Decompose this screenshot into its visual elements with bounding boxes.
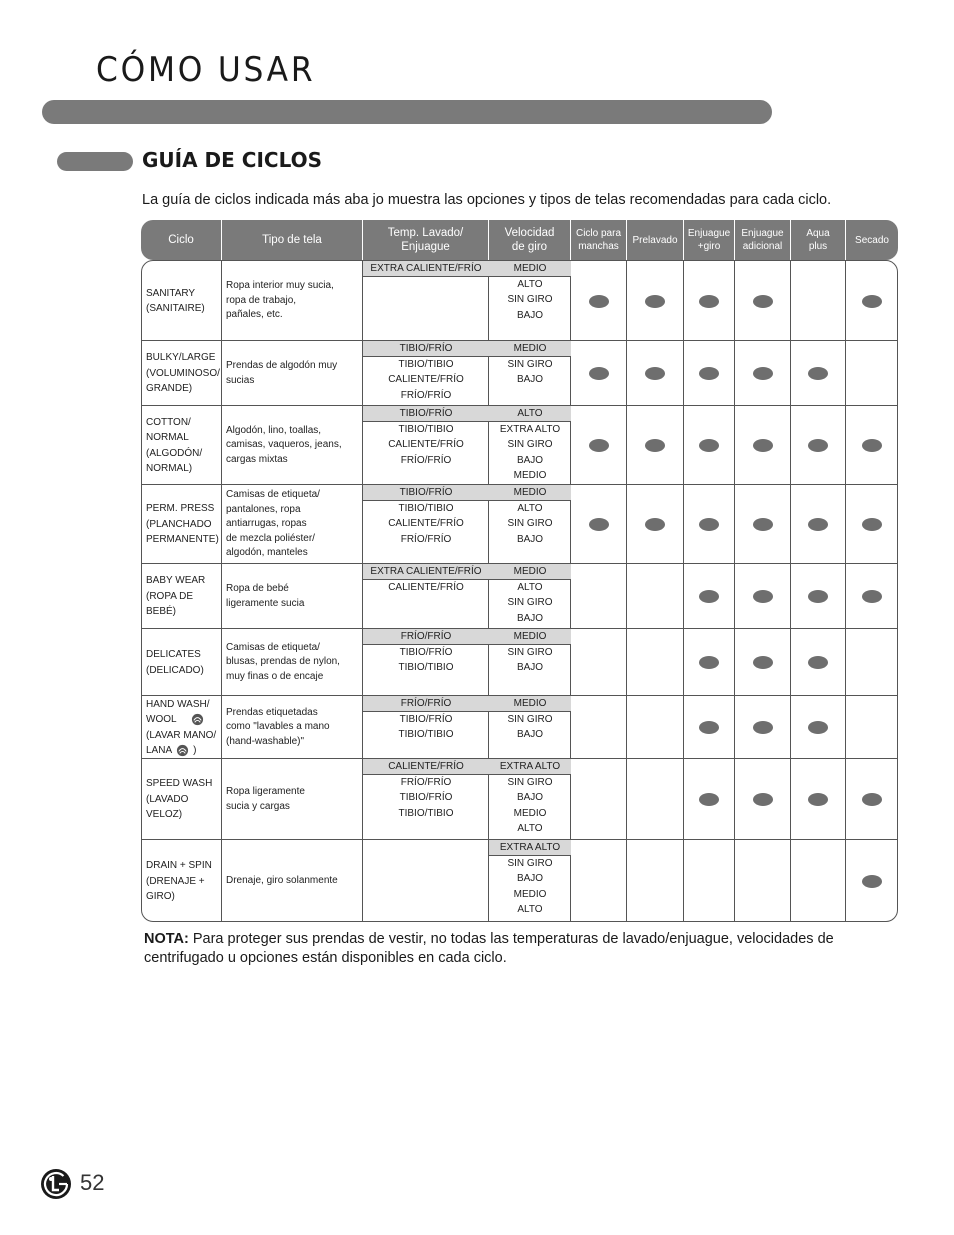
cycle-line: PERM. PRESS [146,503,215,515]
cycle-line-text: ) [193,745,197,756]
cycle-line: DRAIN + SPIN [146,860,212,872]
spin-value: BAJO [516,612,544,624]
spin-value: SIN GIRO [507,294,553,305]
option-dot [808,590,828,603]
fabric-line: sucias [226,374,255,386]
fabric-type [226,641,360,685]
option-dot [699,590,719,603]
spin-value: ALTO [517,278,543,290]
cycle-line: NORMAL [146,432,189,443]
fabric-type [226,488,360,561]
spin-value: EXTRA ALTO [489,759,571,775]
note-label: NOTA: [144,931,189,947]
temp-value: CALIENTE/FRÍO [388,374,464,385]
cycle-line: SPEED WASH [146,778,213,790]
cycle-line: (PLANCHADO [146,518,212,530]
fabric-line: como "lavables a mano [226,721,330,733]
cycle-name [146,776,222,823]
option-dot [862,518,882,531]
temp-value: TIBIO/FRÍO [399,792,453,803]
option-dot [699,793,719,806]
temp-value: TIBIO/FRÍO [363,406,489,422]
header-manchas: Ciclo para manchas [570,220,626,260]
spin-value: MEDIO [513,807,547,819]
temp-value: FRÍO/FRÍO [400,533,452,545]
section-title: GUÍA DE CICLOS [142,148,322,172]
option-dot [589,295,609,308]
option-dot [808,656,828,669]
spin-value: MEDIO [513,470,547,481]
cycle-name [146,286,222,317]
spin-list [489,341,571,388]
option-dot [753,367,773,380]
option-dot [699,721,719,734]
fabric-line: cargas mixtas [226,453,288,465]
spin-value: BAJO [516,309,544,321]
lg-logo-icon [40,1168,72,1200]
temp-value: FRÍO/FRÍO [400,389,452,401]
temp-value: EXTRA CALIENTE/FRÍO [363,564,489,580]
option-dot [753,590,773,603]
fabric-type [226,424,360,468]
spin-value: ALTO [517,502,543,514]
cycle-name [146,501,222,548]
temp-value: TIBIO/TIBIO [398,807,454,819]
option-dot [808,439,828,452]
fabric-type [226,582,360,611]
fabric-line: algodón, manteles [226,547,308,559]
option-dot [753,721,773,734]
cycle-line: GRANDE) [146,383,193,395]
option-dot [862,875,882,888]
cycle-line: NORMAL) [146,463,193,474]
note [144,930,904,968]
temp-value: FRÍO/FRÍO [363,696,489,712]
option-dot [699,656,719,669]
option-dot [753,518,773,531]
cycle-line: COTTON/ [146,416,191,428]
fabric-line: Algodón, lino, toallas, [226,424,322,436]
header-bar [42,100,772,124]
fabric-line: ligeramente sucia [226,597,305,609]
temp-value: CALIENTE/FRÍO [388,581,464,593]
temp-value: FRÍO/FRÍO [400,776,452,788]
fabric-line: (hand-washable)" [226,735,305,747]
temp-value: TIBIO/FRÍO [363,485,489,501]
temp-value: CALIENTE/FRÍO [388,518,464,529]
spin-list [489,759,571,837]
spin-list [489,840,571,918]
cycle-line: (LAVAR MANO/ [146,729,217,741]
spin-value: SIN GIRO [507,518,553,529]
cycle-name [146,697,222,759]
spin-value: MEDIO [489,261,571,277]
spin-value: MEDIO [513,888,547,900]
fabric-type [226,359,360,388]
fabric-line: Prendas de algodón muy [226,360,338,371]
spin-value: BAJO [516,792,544,803]
wool-icon [176,744,189,757]
option-dot [645,295,665,308]
option-dot [862,439,882,452]
option-dot [589,367,609,380]
temp-value: TIBIO/TIBIO [398,502,454,514]
temp-list [363,629,489,676]
page-title: CÓMO USAR [96,50,316,90]
cycle-line: DELICATES [146,649,201,660]
cycle-line [146,712,222,728]
page-number: 52 [80,1170,105,1195]
fabric-line: antiarrugas, ropas [226,518,307,530]
fabric-line: ropa de trabajo, [226,294,297,306]
cycle-line-text: LANA [146,745,173,756]
temp-value: TIBIO/TIBIO [398,423,454,435]
header-aqua-plus: Aqua plus [790,220,845,260]
spin-value: BAJO [516,374,544,385]
spin-value: EXTRA ALTO [499,423,561,435]
cycle-line: (DELICADO) [146,664,204,676]
fabric-line: de mezcla poliéster/ [226,532,315,544]
option-dot [699,518,719,531]
cycle-line-text: WOOL [146,714,177,725]
temp-value: CALIENTE/FRÍO [363,759,489,775]
option-dot [808,367,828,380]
intro-text: La guía de ciclos indicada más aba jo muestra las opciones y tipos de telas recomendadas para cada ciclo. [142,192,832,208]
temp-list [363,341,489,403]
cycle-line: VELOZ) [146,809,183,821]
temp-value: TIBIO/TIBIO [398,358,454,370]
temp-list [363,696,489,743]
temp-value: FRÍO/FRÍO [400,454,452,466]
column-divider [683,261,684,921]
option-dot [645,367,665,380]
fabric-line: pantalones, ropa [226,503,301,515]
spin-list [489,406,571,484]
cycle-line: BEBÉ) [146,606,177,618]
fabric-line: Ropa interior muy sucia, [226,280,334,292]
cycle-line: HAND WASH/ [146,698,210,710]
spin-value: SIN GIRO [507,776,553,788]
temp-value: FRÍO/FRÍO [363,629,489,645]
column-divider [626,261,627,921]
option-dot [753,295,773,308]
header-tipo-tela: Tipo de tela [221,220,362,260]
option-dot [699,367,719,380]
spin-value: SIN GIRO [507,857,553,869]
section-pill [57,152,133,171]
cycle-line [146,743,222,759]
fabric-line: Ropa ligeramente [226,786,305,797]
temp-value: TIBIO/FRÍO [399,713,453,725]
spin-value: SIN GIRO [507,713,553,725]
temp-value: EXTRA CALIENTE/FRÍO [363,261,489,277]
fabric-line: Camisas de etiqueta/ [226,641,320,653]
spin-value: MEDIO [489,564,571,580]
temp-list [363,261,489,277]
cycle-line: (ALGODÓN/ [146,447,203,459]
header-prelavado: Prelavado [626,220,683,260]
column-divider [734,261,735,921]
fabric-line: Prendas etiquetadas [226,706,318,718]
spin-value: BAJO [516,873,544,884]
fabric-line: sucia y cargas [226,800,290,812]
header-velocidad: Velocidad de giro [488,220,570,260]
header-temp: Temp. Lavado/ Enjuague [362,220,488,260]
fabric-line: pañales, etc. [226,309,283,321]
option-dot [589,518,609,531]
header-ciclo: Ciclo [168,234,194,246]
spin-value: MEDIO [489,485,571,501]
header-enjuague-adicional: Enjuague adicional [734,220,790,260]
note-text: Para proteger sus prendas de vestir, no todas las temperaturas de lavado/enjuague, velocidades de centrifugado u opciones están disponibles en cada ciclo. [144,931,834,966]
spin-value: SIN GIRO [507,358,553,370]
spin-value: SIN GIRO [507,439,553,450]
fabric-line: Camisas de etiqueta/ [226,489,320,501]
spin-value: BAJO [516,454,544,466]
fabric-line: Ropa de bebé [226,583,289,594]
option-dot [862,295,882,308]
temp-list [363,564,489,595]
option-dot [808,793,828,806]
cycle-line: (ROPA DE [146,590,194,602]
spin-value: MEDIO [489,629,571,645]
cycle-line: (DRENAJE + [146,875,205,887]
cycle-table [141,260,898,922]
temp-value: TIBIO/FRÍO [363,341,489,357]
cycle-name [146,573,222,620]
option-dot [808,721,828,734]
temp-list [363,759,489,821]
cycle-name [146,415,222,477]
fabric-type [226,785,360,814]
spin-value: ALTO [517,823,543,834]
cycle-line: SANITARY [146,287,196,299]
spin-list [489,485,571,547]
header-enjuague-giro: Enjuague +giro [683,220,734,260]
option-dot [808,518,828,531]
spin-value: MEDIO [489,341,571,357]
wool-icon [191,713,204,726]
fabric-type [226,279,360,323]
cycle-name [146,858,222,905]
option-dot [862,590,882,603]
fabric-line: Drenaje, giro solanmente [226,875,338,887]
spin-list [489,696,571,743]
option-dot [753,656,773,669]
spin-list [489,261,571,323]
option-dot [589,439,609,452]
spin-list [489,564,571,626]
cycle-name [146,647,222,678]
spin-value: SIN GIRO [507,597,553,608]
spin-value: BAJO [516,533,544,545]
cycle-name [146,350,222,397]
cycle-line: GIRO) [146,891,175,903]
option-dot [645,439,665,452]
temp-list [363,406,489,468]
option-dot [699,295,719,308]
fabric-line: blusas, prendas de nylon, [226,656,340,668]
spin-value: ALTO [517,581,543,593]
spin-value: BAJO [516,662,544,673]
spin-value: BAJO [516,729,544,740]
cycle-line: BABY WEAR [146,575,206,587]
spin-value: EXTRA ALTO [489,840,571,856]
fabric-line: muy finas o de encaje [226,670,324,682]
cycle-line: BULKY/LARGE [146,352,216,364]
column-divider [790,261,791,921]
option-dot [862,793,882,806]
option-dot [753,793,773,806]
spin-value: MEDIO [489,696,571,712]
cycle-line: (LAVADO [146,793,189,805]
option-dot [645,518,665,531]
fabric-line: camisas, vaqueros, jeans, [226,439,342,451]
temp-list [363,485,489,547]
fabric-type [226,706,360,750]
spin-list [489,629,571,676]
spin-value: ALTO [489,406,571,422]
spin-value: SIN GIRO [507,646,553,658]
column-divider [845,261,846,921]
cycle-line: (SANITAIRE) [146,303,205,314]
option-dot [699,439,719,452]
option-dot [753,439,773,452]
cycle-line: (VOLUMINOSO/ [146,367,220,379]
temp-value: TIBIO/FRÍO [399,646,453,658]
spin-value: ALTO [517,904,543,915]
table-header [141,220,898,260]
fabric-type [226,874,360,889]
temp-value: TIBIO/TIBIO [398,729,454,740]
temp-value: CALIENTE/FRÍO [388,439,464,450]
header-secado: Secado [845,220,898,260]
cycle-line: PERMANENTE) [146,534,219,546]
temp-value: TIBIO/TIBIO [398,662,454,673]
